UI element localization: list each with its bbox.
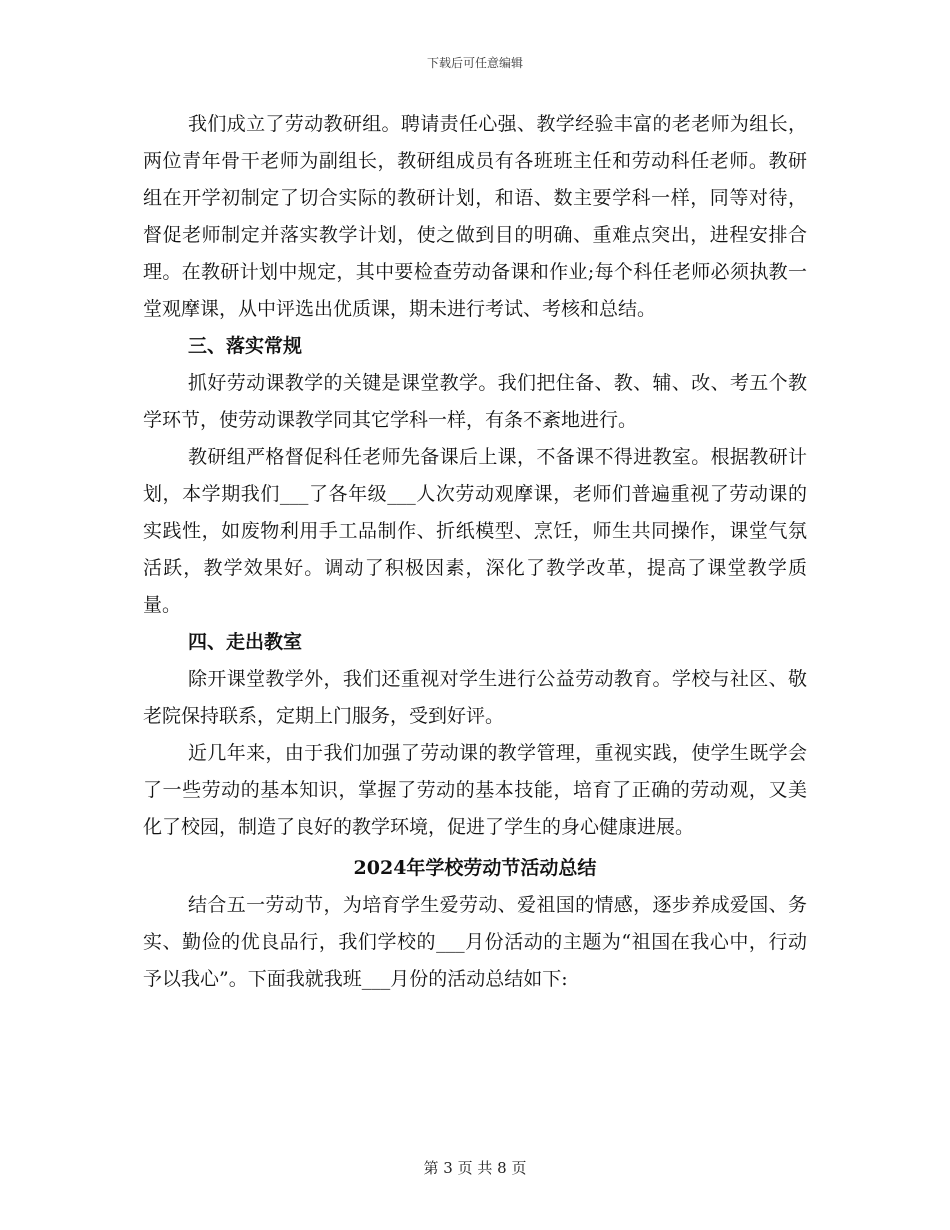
document-title: 2024年学校劳动节活动总结	[353, 857, 597, 879]
paragraph: 教研组严格督促科任老师先备课后上课，不备课不得进教室。根据教研计划，本学期我们___了各年级___人次劳动观摩课，老师们普遍重视了劳动课的实践性，如废物利用手工品制作、折纸模型、烹饪，师生共同操作，课堂气氛活跃，教学效果好。调动了积极因素，深化了教学改革，提高了课堂教学质量。	[143, 446, 807, 616]
paragraph: 抓好劳动课教学的关键是课堂教学。我们把住备、教、辅、改、考五个教学环节，使劳动课教学同其它学科一样，有条不紊地进行。	[143, 372, 807, 431]
paragraph: 除开课堂教学外，我们还重视对学生进行公益劳动教育。学校与社区、敬老院保持联系，定期上门服务，受到好评。	[143, 668, 807, 727]
section-heading: 三、落实常规	[188, 335, 303, 357]
paragraph: 近几年来，由于我们加强了劳动课的教学管理，重视实践，使学生既学会了一些劳动的基本知识，掌握了劳动的基本技能，培育了正确的劳动观，又美化了校园，制造了良好的教学环境，促进了学生的身心健康进展。	[143, 742, 807, 838]
page-header: 下载后可任意编辑	[426, 56, 523, 70]
paragraph: 我们成立了劳动教研组。聘请责任心强、教学经验丰富的老老师为组长，两位青年骨干老师为副组长，教研组成员有各班班主任和劳动科任老师。教研组在开学初制定了切合实际的教研计划，和语、数主要学科一样，同等对待，督促老师制定并落实教学计划，使之做到目的明确、重难点突出，进程安排合理。在教研计划中规定，其中要检查劳动备课和作业;每个科任老师必须执教一堂观摩课，从中评选出优质课，期未进行考试、考核和总结。	[143, 113, 807, 320]
page-footer: 第 3 页 共 8 页	[423, 1159, 527, 1177]
document-body	[143, 106, 807, 998]
paragraph: 结合五一劳动节，为培育学生爱劳动、爱祖国的情感，逐步养成爱国、务实、勤俭的优良品行，我们学校的___月份活动的主题为“祖国在我心中，行动予以我心”。下面我就我班___月份的活动总结如下:	[143, 894, 807, 990]
section-heading: 四、走出教室	[188, 631, 303, 653]
